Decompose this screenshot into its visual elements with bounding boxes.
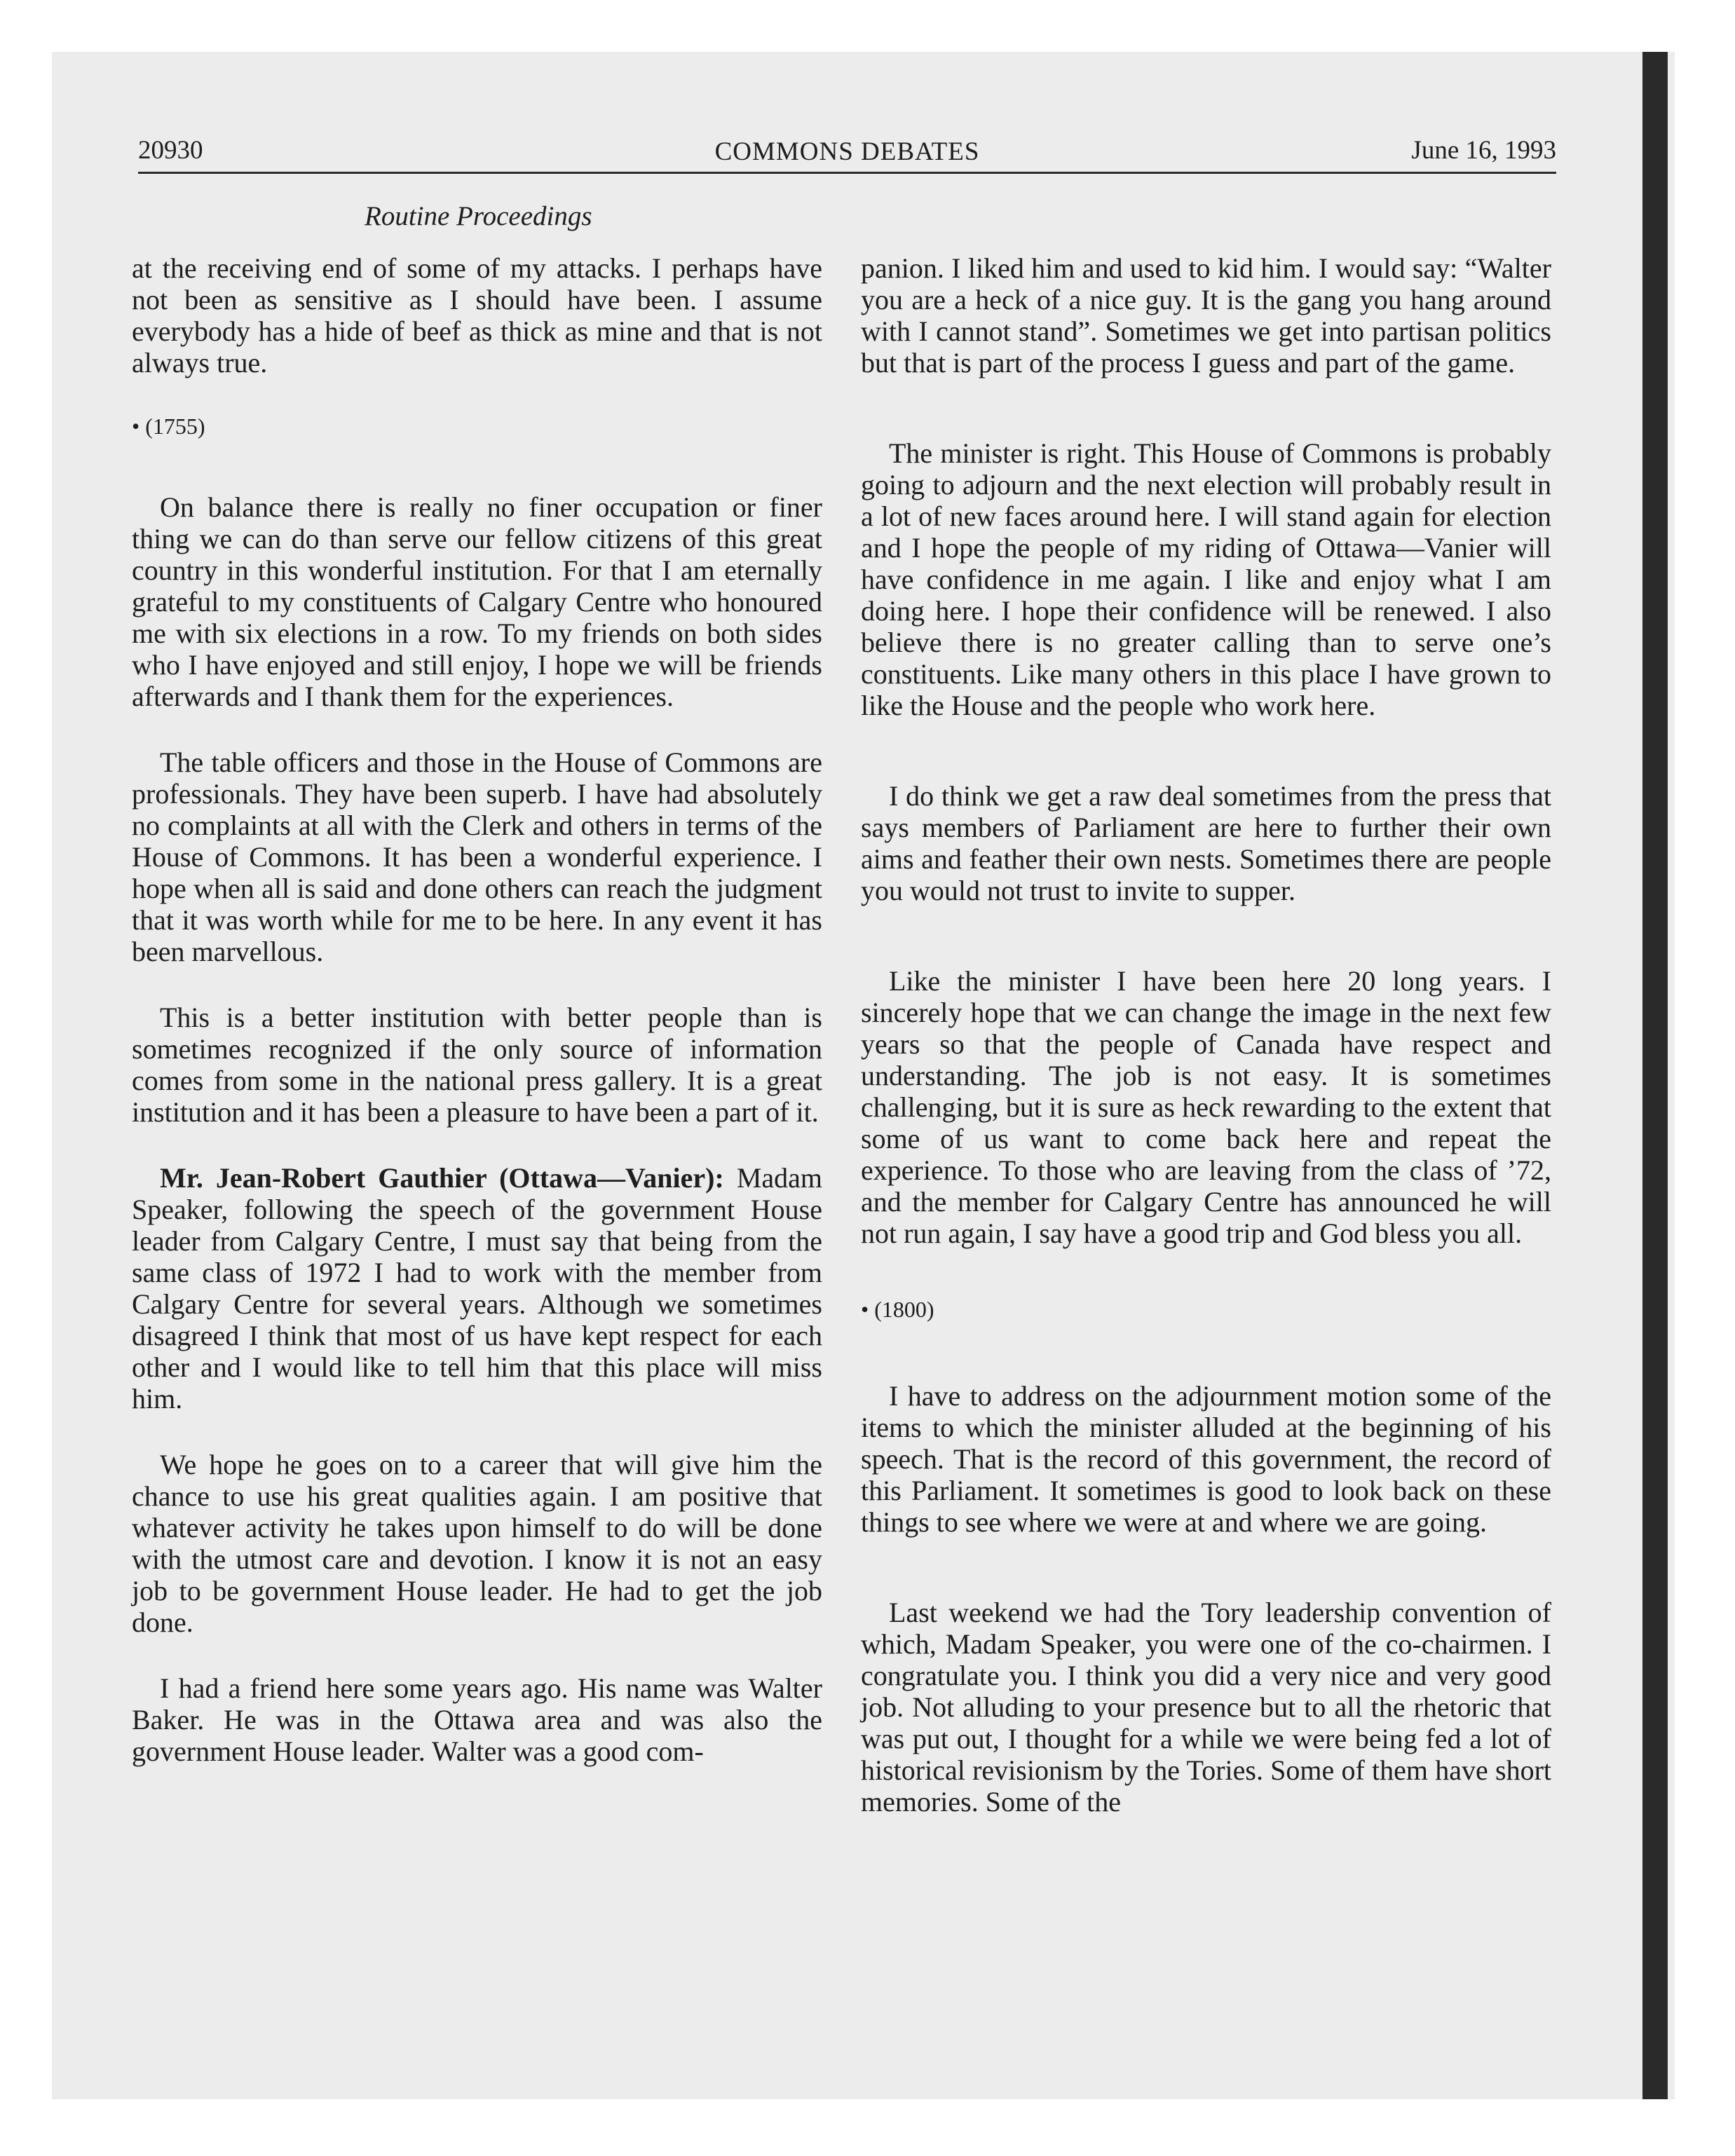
paragraph: On balance there is really no finer occupation or finer thing we can do than serve our fellow citizens of this great country in this wonderful institution. For that I am eternally grateful to my constituents of Calgary Centre who honoured me with six elections in a row. To my friends on both sides who I have enjoyed and still enjoy, I hope we will be friends afterwards and I thank them for the experiences. xyxy=(132,491,822,712)
page-number: 20930 xyxy=(138,136,203,165)
right-column xyxy=(861,252,1551,1817)
publication-title: COMMONS DEBATES xyxy=(714,137,980,166)
header-rule xyxy=(138,172,1556,174)
running-head: Routine Proceedings xyxy=(365,201,592,231)
speech-paragraph xyxy=(132,1162,822,1414)
paragraph: at the receiving end of some of my attacks. I perhaps have not been as sensitive as I should have been. I assume everybody has a hide of beef as thick as mine and that is not always true. xyxy=(132,252,822,378)
paragraph: This is a better institution with better people than is sometimes recognized if the only source of information comes from some in the national press gallery. It is a great institution and it has been a pleasure to have been a part of it. xyxy=(132,1002,822,1128)
left-column xyxy=(132,252,822,1767)
paragraph: The table officers and those in the House of Commons are professionals. They have been superb. I have had absolutely no complaints at all with the Clerk and others in terms of the House of Commons. It has been a wonderful experience. I hope when all is said and done others can reach the judgment that it was worth while for me to be here. In any event it has been marvellous. xyxy=(132,746,822,967)
paragraph: I have to address on the adjournment motion some of the items to which the minister alluded at the beginning of his speech. That is the record of this government, the record of this Parliament. It sometimes is good to look back on these things to see where we were at and where we are going. xyxy=(861,1380,1551,1538)
time-stamp: • (1755) xyxy=(132,414,205,439)
paragraph: I had a friend here some years ago. His name was Walter Baker. He was in the Ottawa area and was also the government House leader. Walter was a good com- xyxy=(132,1672,822,1767)
speech-text: Madam Speaker, following the speech of the government House leader from Calgary Centre, I must say that being from the same class of 1972 I had to work with the member from Calgary Centre for several years. Although we sometimes disagreed I think that most of us have kept respect for each other and I would like to tell him that this place will miss him. xyxy=(132,1162,822,1414)
paragraph: The minister is right. This House of Commons is probably going to adjourn and the next election will probably result in a lot of new faces around here. I will stand again for election and I hope the people of my riding of Ottawa—Vanier will have confidence in me again. I like and enjoy what I am doing here. I hope their confidence will be renewed. I also believe there is no greater calling than to serve one’s constituents. Like many others in this place I have grown to like the House and the people who work here. xyxy=(861,437,1551,721)
page-edge-shadow xyxy=(1642,52,1668,2099)
paragraph: panion. I liked him and used to kid him. I would say: “Walter you are a heck of a nice guy. It is the gang you hang around with I cannot stand”. Sometimes we get into partisan politics but that is part of the process I guess and part of the game. xyxy=(861,252,1551,378)
paragraph: I do think we get a raw deal sometimes from the press that says members of Parliament are here to further their own aims and feather their own nests. Sometimes there are people you would not trust to invite to supper. xyxy=(861,780,1551,906)
paragraph: We hope he goes on to a career that will give him the chance to use his great qualities again. I am positive that whatever activity he takes upon himself to do will be done with the utmost care and devotion. I know it is not an easy job to be government House leader. He had to get the job done. xyxy=(132,1449,822,1638)
time-stamp: • (1800) xyxy=(861,1297,934,1322)
paragraph: Last weekend we had the Tory leadership convention of which, Madam Speaker, you were one of the co-chairmen. I congratulate you. I think you did a very nice and very good job. Not alluding to your presence but to all the rhetoric that was put out, I thought for a while we were being fed a lot of historical revisionism by the Tories. Some of them have short memories. Some of the xyxy=(861,1597,1551,1817)
paragraph: Like the minister I have been here 20 long years. I sincerely hope that we can change the image in the next few years so that the people of Canada have respect and understanding. The job is not easy. It is sometimes challenging, but it is sure as heck rewarding to the extent that some of us want to come back here and repeat the experience. To those who are leaving from the class of ’72, and the member for Calgary Centre has announced he will not run again, I say have a good trip and God bless you all. xyxy=(861,965,1551,1249)
publication-date: June 16, 1993 xyxy=(1411,136,1556,165)
speaker-name: Mr. Jean-Robert Gauthier (Ottawa—Vanier): xyxy=(160,1162,724,1194)
page-header xyxy=(138,131,1556,173)
